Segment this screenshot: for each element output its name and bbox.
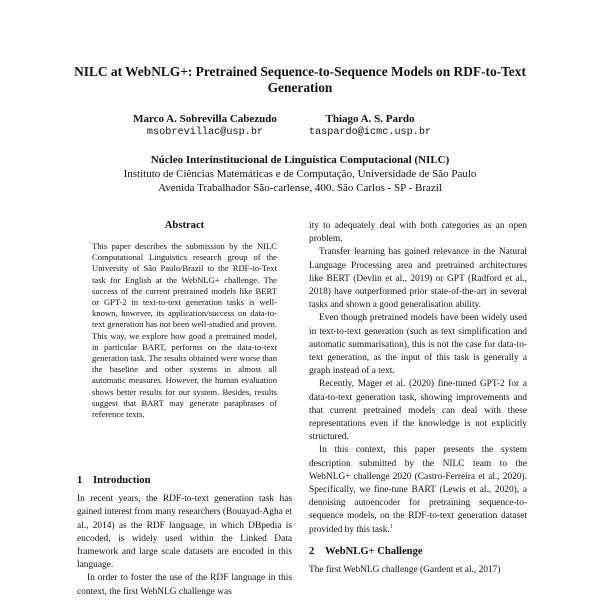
paper-title: NILC at WebNLG+: Pretrained Sequence-to-Sequence Models on RDF-to-Text Generation — [74, 64, 526, 95]
right-paragraph-4-text: In this context, this paper presents the system description submitted by the NILC team to the WebNLG+ challenge 2020 (Castro-Ferreira et al., 2020). Specifically, we fine-tune BART (Lewis et al., 2020), a denoising autoencoder for pretraining sequence-to-sequence models, on the RDF-to-text generation dataset provided by this task. — [309, 445, 527, 535]
abstract-text: This paper describes the submission by the NILC Computational Linguistics research group of the University of São Paulo/Brazil to the RDF-to-Text task for English at the WebNLG+ challenge. The success of the current pretrained models like BERT or GPT-2 in text-to-text generation tasks is well-known, however, its application/success on data-to-text generation has not been well-studied and proven. This way, we explore how good a pretrained model, in particular BART, performs on the data-to-text generation task. The results obtained were worse than the baseline and other systems in almost all automatic measures. However, the human evaluation shows better results for our system. Besides, results suggest that BART may generate paraphrases of reference texts. — [92, 241, 277, 420]
section-2-number: 2 — [309, 545, 315, 557]
intro-title: Introduction — [93, 475, 151, 486]
right-paragraph-3: Recently, Mager et al. (2020) fine-tuned GPT-2 for a data-to-text generation task, showing improvements and that current pretrained models can deal with these representations even if the knowledge is not explicitly structured. — [309, 379, 527, 443]
intro-heading — [77, 474, 292, 487]
right-paragraph-4 — [309, 444, 527, 536]
affiliation-line-3: Avenida Trabalhador São-carlense, 400. São Carlos - SP - Brazil — [158, 181, 442, 194]
author-1-name: Marco A. Sobrevilla Cabezudo — [133, 113, 277, 125]
section-2-paragraph-1: The first WebNLG challenge (Gardent et al., 2017) — [309, 565, 501, 576]
section-2-heading — [309, 545, 527, 558]
section-2-title: WebNLG+ Challenge — [325, 545, 423, 557]
right-paragraph-1: Transfer learning has gained relevance in the Natural Language Processing area and pretrained architectures like BERT (Devlin et al., 2019) or GPT (Radford et al., 2018) have outperformed prior state-of-the-art in several tasks and shown a good generalisation ability. — [309, 247, 527, 311]
footnote-mark: 1 — [389, 523, 393, 530]
left-column — [77, 466, 292, 599]
intro-paragraph-1: In recent years, the RDF-to-text generation task has gained interest from many researchers (Bouayad-Agha et al., 2014) as the RDF language, in which DBpedia is encoded, is widely used within the Linked Data framework and large scale datasets are encoded in this language. — [77, 494, 292, 571]
abstract-heading: Abstract — [164, 220, 205, 231]
affiliation-line-2: Instituto de Ciências Matemáticas e de Computação, Universidade de São Paulo — [123, 167, 477, 180]
author-1 — [110, 112, 300, 140]
affiliation-institution: Núcleo Interinstitucional de Linguística Computacional (NILC) — [150, 154, 450, 166]
author-2-email: taspardo@icmc.usp.br — [308, 127, 432, 138]
author-1-email: msobrevillac@usp.br — [146, 127, 264, 138]
intro-paragraph-2: In order to foster the use of the RDF language in this context, the first WebNLG challenge was — [77, 573, 292, 597]
right-paragraph-0: ity to adequately deal with both categories as an open problem. — [309, 221, 527, 245]
right-paragraph-2: Even though pretrained models have been widely used in text-to-text generation (such as text simplification and automatic summarisation), this is not the case for data-to-text generation, as the input of this task is generally a graph instead of a text. — [309, 313, 527, 377]
author-2-name: Thiago A. S. Pardo — [325, 113, 415, 125]
right-column — [309, 220, 527, 577]
affiliation — [60, 154, 540, 195]
author-2 — [290, 112, 450, 140]
intro-number: 1 — [77, 475, 83, 486]
